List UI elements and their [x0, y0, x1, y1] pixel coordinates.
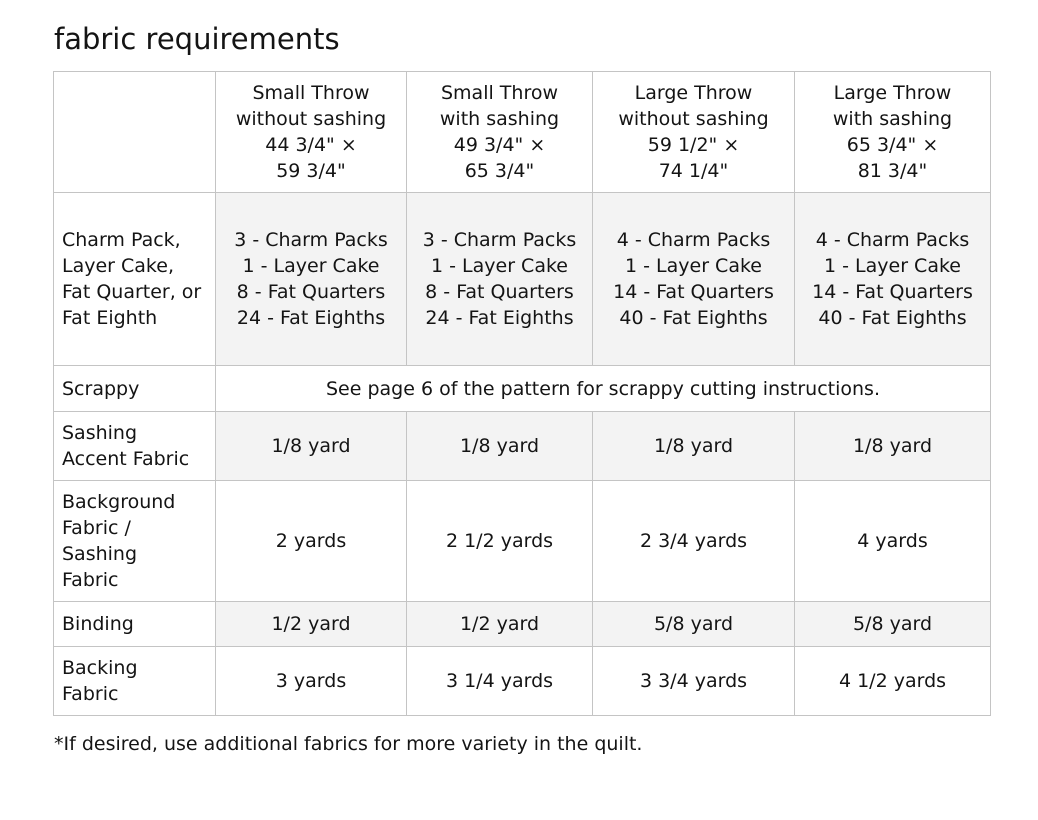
- text-line: Layer Cake,: [62, 255, 174, 277]
- text-line: 8 - Fat Quarters: [425, 281, 574, 303]
- text-line: Small Throw: [440, 82, 558, 104]
- backing-cell: 3 yards: [216, 647, 407, 716]
- backing-cell: 3 1/4 yards: [407, 647, 593, 716]
- text-line: Small Throw: [252, 82, 370, 104]
- text-line: Fat Quarter, or: [62, 281, 202, 303]
- text-line: 24 - Fat Eighths: [425, 307, 574, 329]
- sashing-accent-cell: 1/8 yard: [795, 412, 991, 481]
- text-line: 24 - Fat Eighths: [236, 307, 386, 329]
- text-line: 65 3/4": [464, 160, 535, 182]
- page-title: fabric requirements: [54, 22, 340, 56]
- text-line: without sashing: [618, 108, 769, 130]
- row-label-binding: Binding: [54, 602, 216, 647]
- text-line: Large Throw: [634, 82, 753, 104]
- backing-cell: 4 1/2 yards: [795, 647, 991, 716]
- binding-cell: 1/2 yard: [216, 602, 407, 647]
- background-cell: 2 yards: [216, 481, 407, 602]
- row-label-scrappy: Scrappy: [54, 366, 216, 412]
- precuts-cell: [593, 193, 795, 366]
- scrappy-row: [54, 366, 991, 412]
- sashing-accent-cell: 1/8 yard: [593, 412, 795, 481]
- text-line: 59 1/2" ×: [647, 134, 740, 156]
- text-line: 14 - Fat Quarters: [613, 281, 774, 303]
- text-line: Charm Pack,: [62, 229, 181, 251]
- text-line: Large Throw: [833, 82, 952, 104]
- background-cell: 2 3/4 yards: [593, 481, 795, 602]
- binding-cell: 1/2 yard: [407, 602, 593, 647]
- text-line: Fabric: [62, 683, 119, 705]
- text-line: 3 - Charm Packs: [422, 229, 577, 251]
- precuts-cell: [407, 193, 593, 366]
- text-line: 3 - Charm Packs: [234, 229, 388, 251]
- precuts-cell: [795, 193, 991, 366]
- text-line: 59 3/4": [276, 160, 346, 182]
- text-line: 1 - Layer Cake: [431, 255, 568, 277]
- text-line: Sashing: [62, 422, 138, 444]
- text-line: 65 3/4" ×: [846, 134, 939, 156]
- text-line: with sashing: [439, 108, 560, 130]
- text-line: 81 3/4": [857, 160, 928, 182]
- text-line: Fabric /: [62, 517, 131, 539]
- background-cell: 2 1/2 yards: [407, 481, 593, 602]
- text-line: 1 - Layer Cake: [625, 255, 762, 277]
- backing-row: [54, 647, 991, 716]
- column-header-small-throw-with-sashing: [407, 72, 593, 193]
- header-row: [54, 72, 991, 193]
- text-line: 1 - Layer Cake: [242, 255, 380, 277]
- text-line: Fat Eighth: [62, 307, 158, 329]
- fabric-requirements-table: [53, 71, 991, 716]
- text-line: 40 - Fat Eighths: [818, 307, 967, 329]
- text-line: Backing: [62, 657, 138, 679]
- text-line: without sashing: [235, 108, 387, 130]
- text-line: 14 - Fat Quarters: [812, 281, 973, 303]
- text-line: 1 - Layer Cake: [824, 255, 961, 277]
- precuts-cell: [216, 193, 407, 366]
- text-line: Background: [62, 491, 176, 513]
- text-line: 4 - Charm Packs: [616, 229, 771, 251]
- text-line: with sashing: [832, 108, 953, 130]
- sashing-accent-row: [54, 412, 991, 481]
- text-line: 49 3/4" ×: [453, 134, 546, 156]
- sashing-accent-cell: 1/8 yard: [216, 412, 407, 481]
- row-label-background: [54, 481, 216, 602]
- background-cell: 4 yards: [795, 481, 991, 602]
- precuts-row: [54, 193, 991, 366]
- text-line: 44 3/4" ×: [265, 134, 357, 156]
- corner-cell: [54, 72, 216, 193]
- binding-row: [54, 602, 991, 647]
- text-line: Fabric: [62, 569, 119, 591]
- text-line: Sashing: [62, 543, 138, 565]
- footnote: *If desired, use additional fabrics for more variety in the quilt.: [54, 733, 643, 755]
- binding-cell: 5/8 yard: [795, 602, 991, 647]
- text-line: 4 - Charm Packs: [815, 229, 970, 251]
- row-label-backing: [54, 647, 216, 716]
- column-header-large-throw-without-sashing: [593, 72, 795, 193]
- column-header-large-throw-with-sashing: [795, 72, 991, 193]
- text-line: Accent Fabric: [62, 448, 190, 470]
- scrappy-note: See page 6 of the pattern for scrappy cutting instructions.: [216, 366, 991, 412]
- row-label-precuts: [54, 193, 216, 366]
- text-line: 74 1/4": [658, 160, 729, 182]
- text-line: 8 - Fat Quarters: [236, 281, 386, 303]
- backing-cell: 3 3/4 yards: [593, 647, 795, 716]
- row-label-sashing-accent: [54, 412, 216, 481]
- sashing-accent-cell: 1/8 yard: [407, 412, 593, 481]
- column-header-small-throw-without-sashing: [216, 72, 407, 193]
- text-line: 40 - Fat Eighths: [619, 307, 768, 329]
- background-row: [54, 481, 991, 602]
- binding-cell: 5/8 yard: [593, 602, 795, 647]
